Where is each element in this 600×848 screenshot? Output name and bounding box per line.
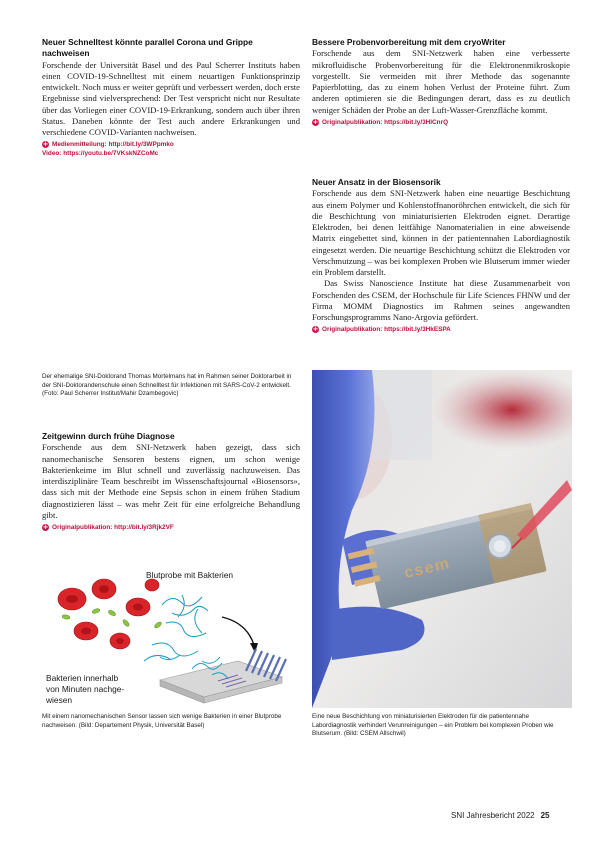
media-release-link[interactable] bbox=[42, 140, 300, 149]
diagram-label-detected: Bakterien innerhalb von Minuten nachge- wiesen bbox=[46, 673, 125, 705]
electrode-photo-image bbox=[312, 370, 572, 708]
photo-caption-left: Der ehemalige SNI-Doktorand Thomas Mortelmans hat im Rahmen seiner Doktorarbeit in der SNI-Doktorandenschule einen Schnelltest für Infektionen mit SARS-CoV-2 entwickelt. (Foto: Paul Scherrer Institut/Mahir Dzambegovic) bbox=[42, 373, 292, 398]
article-title: Bessere Probenvorbereitung mit dem cryoWriter bbox=[312, 37, 506, 47]
article-body: Forschende der Universität Basel und des Paul Scherrer Instituts haben einen COVID-19-Schnelltest mit einem neuartigen Funktionsprinzip entwickelt. Noch muss er weiter geprüft und verbessert werden, doch erste Ergebnisse sind vielversprechend: Der Test verspricht nicht nur Resultate über das Vorliegen einer COVID-19-Erkrankung, sondern auch über ihren Status. Daneben könnte der Test auch andere Erkrankungen und verschiedene COVID-Varianten nachweisen. bbox=[42, 59, 300, 138]
plus-icon: + bbox=[42, 523, 49, 532]
diagram-caption: Mit einem nanomechanischen Sensor lassen sich wenige Bakterien in einer Blutprobe nachweisen. (Bild: Departement Physik, Universität Basel) bbox=[42, 713, 282, 729]
article-title: Neuer Ansatz in der Biosensorik bbox=[312, 177, 441, 187]
photo-caption-right: Eine neue Beschichtung von miniaturisierten Elektroden für die patientennahe Labordiagnostik verhindert Verunreinigungen – ein Problem bei komplexen Proben wie Blutserum. (Bild: CSEM Allschwil) bbox=[312, 713, 554, 738]
article-body: Forschende aus dem SNI-Netzwerk haben eine neuartige Beschichtung aus einem Polymer und Kohlenstoffnanoröhrchen entwickelt, die sich für die Beschichtung von miniaturisierten Elektroden eignet. Derartige Elektroden, bei denen leitfähige Nanomaterialien in eine abweisende Matrix eingebettet sind, können in der patientennahen Labordiagnostik eingesetzt werden. Die neuartige Beschichtung schützt die Elektroden vor Verschmutzung – was bei komplexen Proben wie Blutserum immer wieder ein Problem darstellt. bbox=[312, 188, 570, 278]
article-cryowriter bbox=[312, 37, 570, 127]
plus-icon: + bbox=[42, 140, 49, 149]
page-number: 25 bbox=[540, 811, 550, 820]
article-schnelltest bbox=[42, 37, 300, 158]
article-body-continued: Das Swiss Nanoscience Institute hat diese Zusammenarbeit von Forschenden des CSEM, der Hochschule für Life Sciences FHNW und der Firma MOMM Diagnostics im Rahmen seines angewandten Forschungsprogramms Nano-Argovia gefördert. bbox=[312, 278, 570, 323]
article-body: Forschende aus dem SNI-Netzwerk haben eine verbesserte mikrofluidische Probenvorbereitung für die Elektronenmikroskopie vorgestellt. Sie vermeiden mit ihrer Methode das sogenannte Papierblotting, das zu einem hohen Verlust der Proteine führt. Zum anderen optimieren sie die Bedingungen derart, dass es zu deutlich weniger Schäden der Probe an der Luft-Wasser-Grenzfläche kommt. bbox=[312, 48, 570, 115]
article-body: Forschende aus dem SNI-Netzwerk haben gezeigt, dass sich nanomechanische Sensoren bestens eignen, um schon wenige Bakterienkeime im Blut schnell und zuverlässig nachzuweisen. Das interdisziplinäre Team beschreibt im Wissenschaftsjournal «Biosensors», dass sich mit der Methode eine Sepsis schon in einem frühen Stadium diagnostizieren lässt – was mehr Zeit für eine erfolgreiche Behandlung gibt. bbox=[42, 442, 300, 520]
media-release-link-text[interactable]: Medienmitteilung: http://bit.ly/3WPpmko bbox=[52, 141, 174, 149]
article-biosensorik bbox=[312, 177, 570, 334]
publication-link-text[interactable]: Originalpublikation: https://bit.ly/3HlCnrQ bbox=[322, 118, 449, 126]
article-diagnose bbox=[42, 431, 300, 532]
plus-icon: + bbox=[312, 325, 319, 334]
electrode-photo bbox=[312, 370, 572, 708]
publication-link[interactable] bbox=[312, 325, 570, 334]
publication-link-text[interactable]: Originalpublikation: http://bit.ly/3Rjk2VF bbox=[52, 524, 174, 532]
diagram-label-blood-sample: Blutprobe mit Bakterien bbox=[146, 570, 234, 580]
article-title: Zeitgewinn durch frühe Diagnose bbox=[42, 431, 175, 441]
page-footer bbox=[451, 811, 550, 820]
article-title: Neuer Schnelltest könnte parallel Corona und Grippe nachweisen bbox=[42, 37, 253, 59]
plus-icon: + bbox=[312, 117, 319, 126]
publication-link[interactable] bbox=[42, 523, 300, 532]
footer-title: SNI Jahresbericht 2022 bbox=[451, 811, 535, 820]
publication-link[interactable] bbox=[312, 118, 570, 127]
csem-logo: csem bbox=[402, 554, 453, 583]
video-link[interactable]: Video: https://youtu.be/7VKskNZCoMc bbox=[42, 150, 159, 158]
publication-link-text[interactable]: Originalpublikation: https://bit.ly/3HkESPA bbox=[322, 326, 451, 334]
bacteria-sensor-diagram bbox=[42, 565, 300, 710]
